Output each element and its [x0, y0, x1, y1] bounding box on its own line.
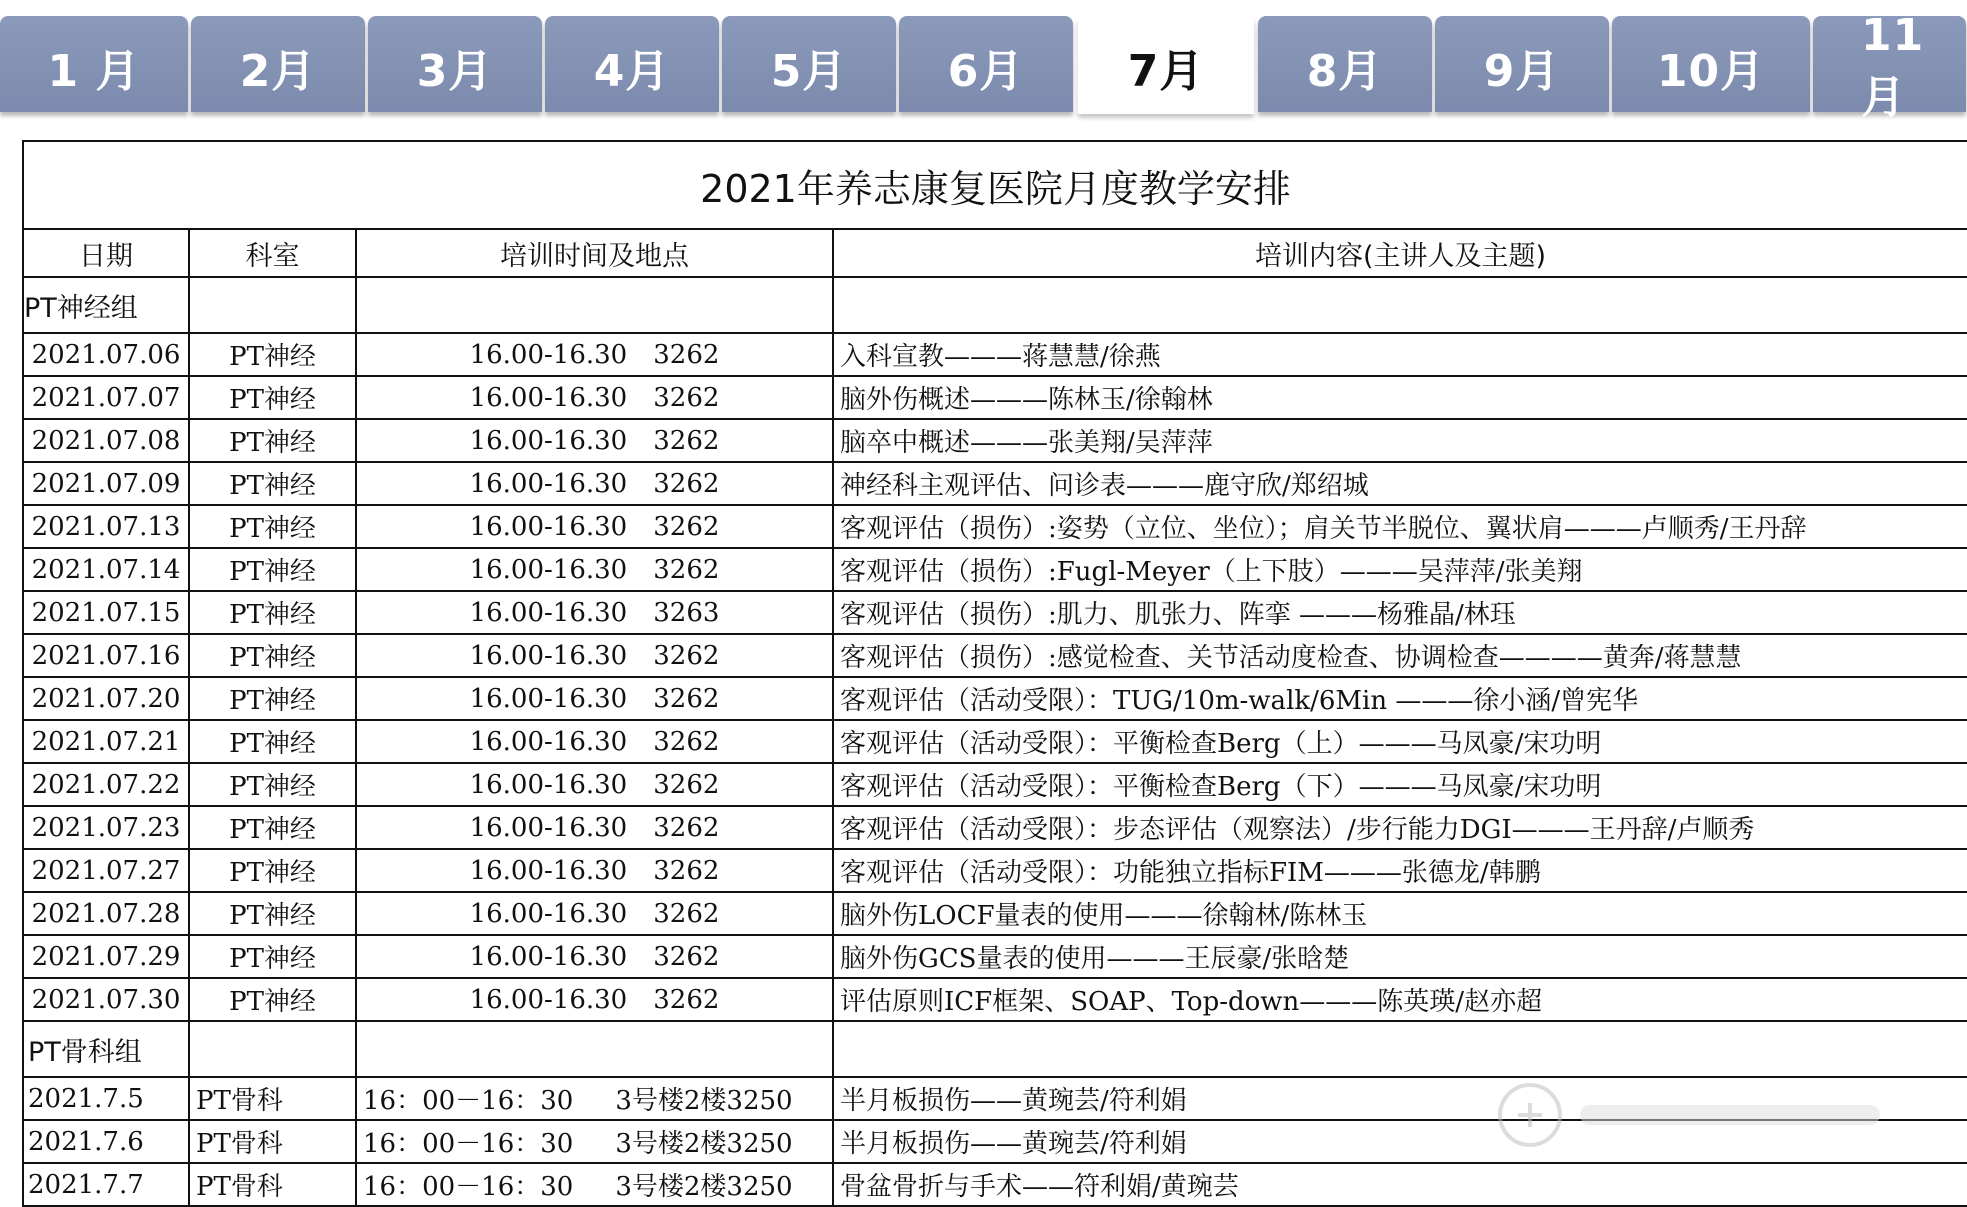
time-text: 16.00-16.30	[469, 339, 628, 370]
table-row	[23, 333, 1967, 376]
tab-march[interactable]: 3月	[368, 16, 542, 112]
content-cell: 入科宣教———蒋慧慧/徐燕	[833, 333, 1967, 376]
date-cell: 2021.7.5	[23, 1077, 189, 1120]
dept-cell: PT神经	[189, 892, 356, 935]
watermark-logo	[1490, 1070, 1920, 1160]
group-empty-cell	[356, 277, 833, 333]
content-cell: 客观评估（损伤）:姿势（立位、坐位）；肩关节半脱位、翼状肩———卢顺秀/王丹辞	[833, 505, 1967, 548]
room-text: 3262	[653, 855, 720, 886]
time-place-cell	[356, 462, 833, 505]
dept-cell: PT神经	[189, 505, 356, 548]
room-text: 3262	[653, 984, 720, 1015]
date-cell: 2021.07.07	[23, 376, 189, 419]
content-cell: 客观评估（损伤）:感觉检查、关节活动度检查、协调检查————黄奔/蒋慧慧	[833, 634, 1967, 677]
tab-june[interactable]: 6月	[899, 16, 1073, 112]
table-row	[23, 548, 1967, 591]
content-cell: 脑外伤LOCF量表的使用———徐翰林/陈林玉	[833, 892, 1967, 935]
room-text: 3262	[653, 382, 720, 413]
time-text: 16.00-16.30	[469, 468, 628, 499]
content-cell: 客观评估（活动受限）：功能独立指标FIM———张德龙/韩鹏	[833, 849, 1967, 892]
tab-february[interactable]: 2月	[191, 16, 365, 112]
room-text: 3262	[653, 425, 720, 456]
group-empty-cell	[356, 1021, 833, 1077]
date-cell: 2021.07.22	[23, 763, 189, 806]
dept-cell: PT神经	[189, 376, 356, 419]
time-place-cell	[356, 505, 833, 548]
column-header-time-place: 培训时间及地点	[356, 229, 833, 277]
content-cell: 评估原则ICF框架、SOAP、Top-down———陈英瑛/赵亦超	[833, 978, 1967, 1021]
room-text: 3262	[653, 941, 720, 972]
date-cell: 2021.07.15	[23, 591, 189, 634]
tab-may[interactable]: 5月	[722, 16, 896, 112]
column-header-content: 培训内容(主讲人及主题)	[833, 229, 1967, 277]
content-cell: 脑卒中概述———张美翔/吴萍萍	[833, 419, 1967, 462]
time-text: 16：00－16：30	[363, 1086, 574, 1116]
time-place-cell	[356, 806, 833, 849]
time-place-cell	[356, 935, 833, 978]
date-cell: 2021.07.16	[23, 634, 189, 677]
time-text: 16.00-16.30	[469, 855, 628, 886]
time-place-cell	[356, 677, 833, 720]
room-text: 3262	[653, 726, 720, 757]
room-text: 3262	[653, 339, 720, 370]
dept-cell: PT骨科	[189, 1077, 356, 1120]
room-text: 3号楼2楼3250	[615, 1172, 793, 1202]
group-empty-cell	[833, 1021, 1967, 1077]
room-text: 3262	[653, 898, 720, 929]
time-text: 16.00-16.30	[469, 597, 628, 628]
date-cell: 2021.07.14	[23, 548, 189, 591]
room-text: 3263	[653, 597, 720, 628]
time-text: 16.00-16.30	[469, 812, 628, 843]
tab-july[interactable]: 7月	[1078, 14, 1254, 114]
date-cell: 2021.07.23	[23, 806, 189, 849]
table-row	[23, 763, 1967, 806]
room-text: 3262	[653, 640, 720, 671]
time-text: 16.00-16.30	[469, 425, 628, 456]
content-cell: 客观评估（活动受限）：平衡检查Berg（下）———马凤豪/宋功明	[833, 763, 1967, 806]
time-place-cell	[356, 591, 833, 634]
time-place-cell	[356, 763, 833, 806]
time-place-cell	[356, 1077, 833, 1120]
tab-november[interactable]: 11月	[1813, 16, 1966, 112]
time-text: 16.00-16.30	[469, 941, 628, 972]
content-cell: 半月板损伤——黄琬芸/符利娟	[833, 1077, 1967, 1120]
time-text: 16.00-16.30	[469, 984, 628, 1015]
time-place-cell	[356, 634, 833, 677]
group-name: PT骨科组	[23, 1021, 189, 1077]
content-cell: 客观评估（活动受限）：平衡检查Berg（上）———马凤豪/宋功明	[833, 720, 1967, 763]
time-text: 16.00-16.30	[469, 683, 628, 714]
group-empty-cell	[189, 277, 356, 333]
dept-cell: PT骨科	[189, 1163, 356, 1206]
content-cell: 神经科主观评估、问诊表———鹿守欣/郑绍城	[833, 462, 1967, 505]
dept-cell: PT神经	[189, 935, 356, 978]
schedule-sheet	[22, 140, 1966, 1202]
date-cell: 2021.7.6	[23, 1120, 189, 1163]
group-empty-cell	[189, 1021, 356, 1077]
table-row	[23, 376, 1967, 419]
date-cell: 2021.07.20	[23, 677, 189, 720]
room-text: 3号楼2楼3250	[615, 1086, 793, 1116]
date-cell: 2021.07.28	[23, 892, 189, 935]
time-text: 16：00－16：30	[363, 1172, 574, 1202]
schedule-table	[22, 140, 1967, 1207]
table-row	[23, 978, 1967, 1021]
table-row	[23, 720, 1967, 763]
time-text: 16.00-16.30	[469, 382, 628, 413]
time-place-cell	[356, 892, 833, 935]
date-cell: 2021.07.08	[23, 419, 189, 462]
group-empty-cell	[833, 277, 1967, 333]
dept-cell: PT神经	[189, 763, 356, 806]
time-place-cell	[356, 376, 833, 419]
content-cell: 半月板损伤——黄琬芸/符利娟	[833, 1120, 1967, 1163]
tab-january[interactable]: 1 月	[0, 16, 188, 112]
date-cell: 2021.7.7	[23, 1163, 189, 1206]
content-cell: 骨盆骨折与手术——符利娟/黄琬芸	[833, 1163, 1967, 1206]
dept-cell: PT神经	[189, 462, 356, 505]
dept-cell: PT神经	[189, 634, 356, 677]
time-place-cell	[356, 333, 833, 376]
time-place-cell	[356, 849, 833, 892]
tab-april[interactable]: 4月	[545, 16, 719, 112]
room-text: 3262	[653, 812, 720, 843]
table-row	[23, 462, 1967, 505]
tab-september[interactable]: 9月	[1435, 16, 1609, 112]
dept-cell: PT神经	[189, 806, 356, 849]
table-row	[23, 849, 1967, 892]
time-text: 16.00-16.30	[469, 898, 628, 929]
room-text: 3262	[653, 468, 720, 499]
content-cell: 客观评估（活动受限）：TUG/10m-walk/6Min ———徐小涵/曾宪华	[833, 677, 1967, 720]
table-row	[23, 935, 1967, 978]
time-text: 16.00-16.30	[469, 640, 628, 671]
time-text: 16.00-16.30	[469, 726, 628, 757]
time-place-cell	[356, 978, 833, 1021]
table-row	[23, 677, 1967, 720]
content-cell: 客观评估（活动受限）：步态评估（观察法）/步行能力DGI———王丹辞/卢顺秀	[833, 806, 1967, 849]
content-cell: 客观评估（损伤）:肌力、肌张力、阵挛 ———杨雅晶/林珏	[833, 591, 1967, 634]
time-place-cell	[356, 548, 833, 591]
date-cell: 2021.07.06	[23, 333, 189, 376]
date-cell: 2021.07.29	[23, 935, 189, 978]
content-cell: 脑外伤概述———陈林玉/徐翰林	[833, 376, 1967, 419]
dept-cell: PT神经	[189, 720, 356, 763]
dept-cell: PT神经	[189, 591, 356, 634]
room-text: 3262	[653, 511, 720, 542]
room-text: 3262	[653, 683, 720, 714]
room-text: 3262	[653, 554, 720, 585]
time-text: 16.00-16.30	[469, 554, 628, 585]
time-text: 16.00-16.30	[469, 511, 628, 542]
dept-cell: PT骨科	[189, 1120, 356, 1163]
table-row	[23, 505, 1967, 548]
time-place-cell	[356, 1120, 833, 1163]
date-cell: 2021.07.13	[23, 505, 189, 548]
dept-cell: PT神经	[189, 978, 356, 1021]
content-cell: 客观评估（损伤）:Fugl-Meyer（上下肢）———吴萍萍/张美翔	[833, 548, 1967, 591]
time-place-cell	[356, 1163, 833, 1206]
column-header-date: 日期	[23, 229, 189, 277]
dept-cell: PT神经	[189, 419, 356, 462]
tab-october[interactable]: 10月	[1612, 16, 1810, 112]
date-cell: 2021.07.27	[23, 849, 189, 892]
time-text: 16.00-16.30	[469, 769, 628, 800]
table-row	[23, 892, 1967, 935]
group-name: PT神经组	[23, 277, 189, 333]
date-cell: 2021.07.09	[23, 462, 189, 505]
tab-august[interactable]: 8月	[1258, 16, 1432, 112]
table-row	[23, 634, 1967, 677]
time-text: 16：00－16：30	[363, 1129, 574, 1159]
dept-cell: PT神经	[189, 548, 356, 591]
table-row	[23, 1163, 1967, 1206]
time-place-cell	[356, 720, 833, 763]
room-text: 3号楼2楼3250	[615, 1129, 793, 1159]
date-cell: 2021.07.21	[23, 720, 189, 763]
room-text: 3262	[653, 769, 720, 800]
dept-cell: PT神经	[189, 333, 356, 376]
table-row	[23, 806, 1967, 849]
date-cell: 2021.07.30	[23, 978, 189, 1021]
time-place-cell	[356, 419, 833, 462]
table-row	[23, 419, 1967, 462]
column-header-dept: 科室	[189, 229, 356, 277]
dept-cell: PT神经	[189, 677, 356, 720]
month-tab-bar	[0, 0, 1966, 123]
content-cell: 脑外伤GCS量表的使用———王辰豪/张晗楚	[833, 935, 1967, 978]
dept-cell: PT神经	[189, 849, 356, 892]
table-row	[23, 591, 1967, 634]
sheet-title: 2021年养志康复医院月度教学安排	[23, 141, 1967, 229]
